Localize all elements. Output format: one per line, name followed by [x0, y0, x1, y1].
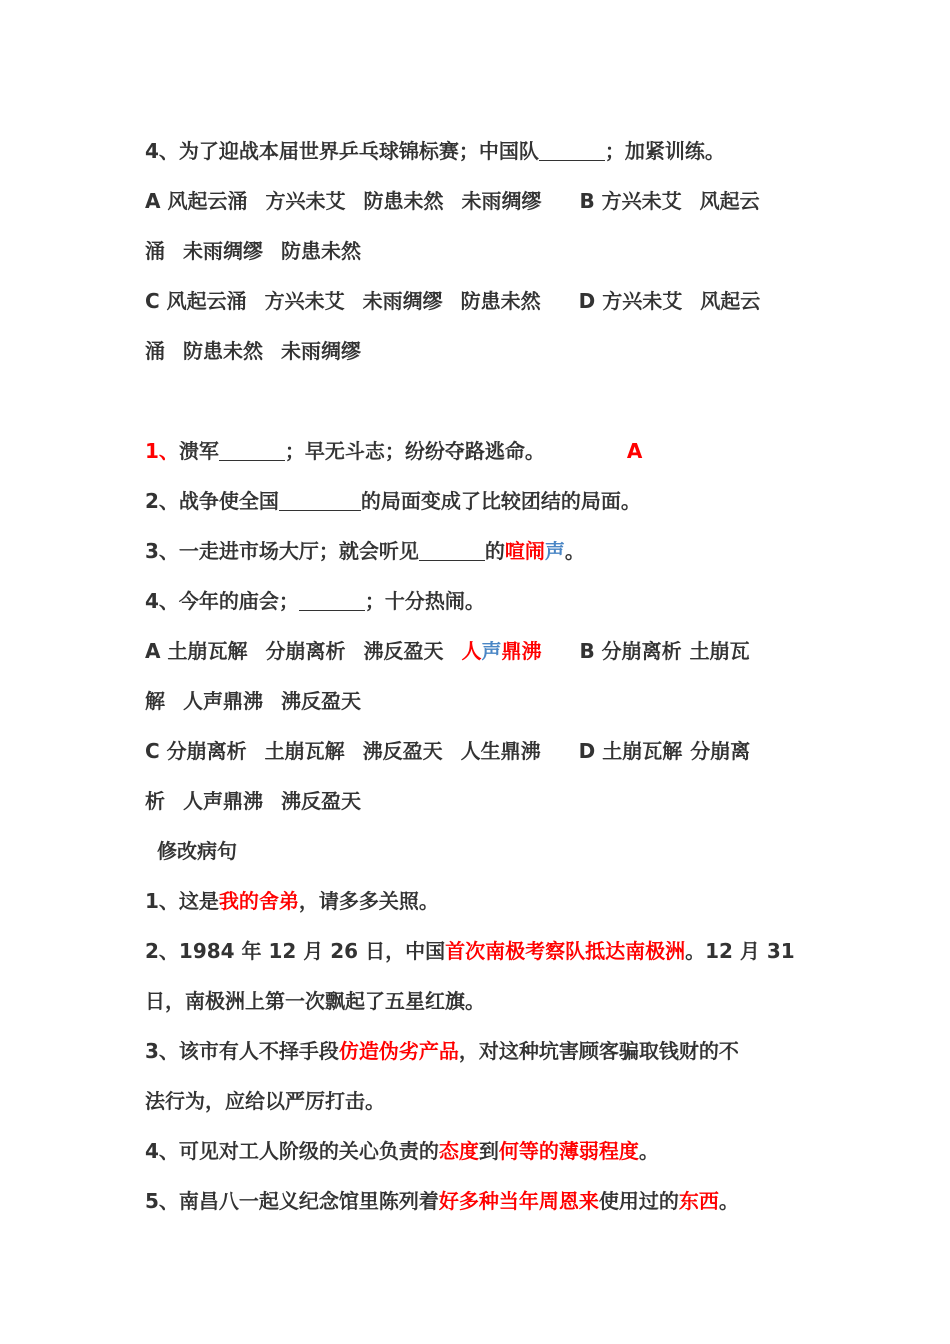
answer-blank	[279, 490, 361, 511]
revise-sentence-4: 4、可见对工人阶级的关心负责的态度到何等的薄弱程度。	[145, 1139, 659, 1163]
options-c-d: C 风起云涌 方兴未艾 未雨绸缪 防患未然 D 方兴未艾 风起云	[145, 289, 761, 313]
set2-options-d-continued: 析 人声鼎沸 沸反盈天	[145, 789, 361, 813]
revise-sentence-5: 5、南昌八一起义纪念馆里陈列着好多种当年周恩来使用过的东西。	[145, 1189, 739, 1213]
set2-question-2: 2、战争使全国 的局面变成了比较团结的局面。	[145, 489, 641, 513]
set2-question-1: 1、溃军 ；早无斗志；纷纷夺路逃命。 A	[145, 439, 643, 463]
document-page	[145, 126, 810, 1226]
revise-sentence-2: 2、1984 年 12 月 26 日，中国首次南极考察队抵达南极洲。12 月 31	[145, 939, 795, 963]
options-b-continued: 涌 未雨绸缪 防患未然	[145, 239, 361, 263]
answer-mark: A	[626, 439, 643, 463]
question-4-stem: 4、为了迎战本届世界乒乓球锦标赛；中国队 ；加紧训练。	[145, 139, 725, 163]
options-a-b: A 风起云涌 方兴未艾 防患未然 未雨绸缪 B 方兴未艾 风起云	[145, 189, 760, 213]
answer-blank	[539, 140, 605, 161]
answer-blank	[299, 590, 365, 611]
answer-blank	[219, 440, 285, 461]
set2-question-4: 4、今年的庙会； ；十分热闹。	[145, 589, 485, 613]
revise-sentence-3-continued: 法行为，应给以严厉打击。	[145, 1089, 385, 1113]
set2-options-b-continued: 解 人声鼎沸 沸反盈天	[145, 689, 361, 713]
revise-sentence-1: 1、这是我的舍弟，请多多关照。	[145, 889, 439, 913]
set2-options-a-b: A 土崩瓦解 分崩离析 沸反盈天 人声鼎沸 B 分崩离析 土崩瓦	[145, 639, 750, 663]
section-gap	[145, 376, 810, 426]
section-heading: 修改病句	[157, 839, 237, 863]
revise-sentence-3: 3、该市有人不择手段仿造伪劣产品，对这种坑害顾客骗取钱财的不	[145, 1039, 739, 1063]
answer-blank	[419, 540, 485, 561]
set2-options-c-d: C 分崩离析 土崩瓦解 沸反盈天 人生鼎沸 D 土崩瓦解 分崩离	[145, 739, 751, 763]
set2-question-3: 3、一走进市场大厅；就会听见 的喧闹声。	[145, 539, 585, 563]
options-d-continued: 涌 防患未然 未雨绸缪	[145, 339, 361, 363]
revise-sentence-2-continued: 日，南极洲上第一次飘起了五星红旗。	[145, 989, 485, 1013]
